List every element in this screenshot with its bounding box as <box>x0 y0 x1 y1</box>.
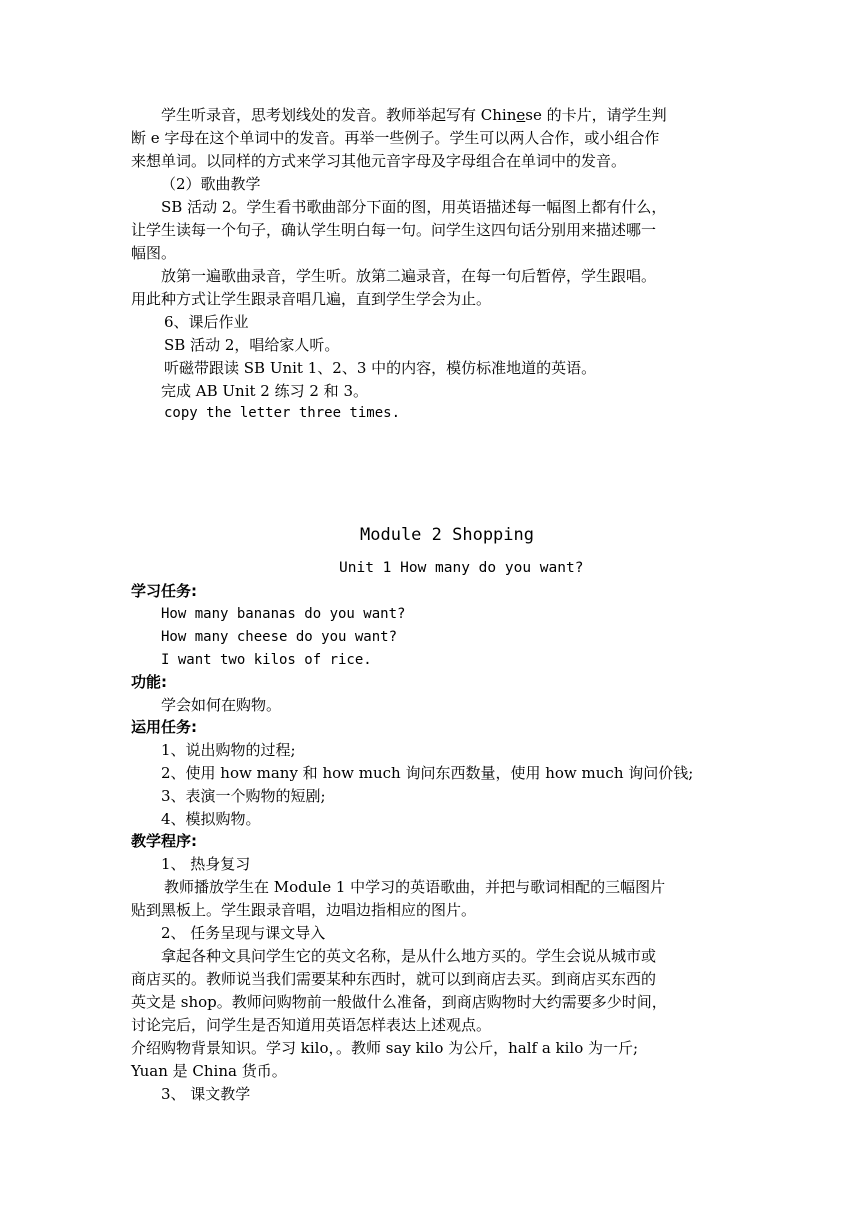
homework-item: SB 活动 2，唱给家人听。 <box>164 336 340 354</box>
paragraph-line: 断 e 字母在这个单词中的发音。再举一些例子。学生可以两人合作，或小组合作 <box>131 129 660 147</box>
step-heading: 1、 热身复习 <box>161 855 251 873</box>
apply-item: 1、说出购物的过程; <box>161 741 296 759</box>
paragraph-line: 幅图。 <box>131 244 177 262</box>
homework-item: copy the letter three times. <box>164 405 401 421</box>
function-text: 学会如何在购物。 <box>161 696 282 714</box>
function-label: 功能: <box>131 673 167 691</box>
homework-item: 听磁带跟读 SB Unit 1、2、3 中的内容，模仿标准地道的英语。 <box>164 359 597 377</box>
paragraph-line: SB 活动 2。学生看书歌曲部分下面的图，用英语描述每一幅图上都有什么， <box>161 198 667 216</box>
paragraph-line <box>161 105 667 125</box>
paragraph-line: 商店买的。教师说当我们需要某种东西时，就可以到商店去买。到商店买东西的 <box>131 970 657 988</box>
module-title: Module 2 Shopping <box>360 525 534 545</box>
paragraph-line: 英文是 shop。教师问购物前一般做什么准备，到商店购物时大约需要多少时间， <box>131 993 667 1011</box>
tasks-label: 学习任务: <box>131 582 197 600</box>
paragraph-line: 让学生读每一个句子，确认学生明白每一句。问学生这四句话分别用来描述哪一 <box>131 221 657 239</box>
paragraph-line: 来想单词。以同样的方式来学习其他元音字母及字母组合在单词中的发音。 <box>131 152 627 170</box>
paragraph-line: 介绍购物背景知识。学习 kilo，。教师 say kilo 为公斤，half a kilo 为一斤; <box>131 1039 639 1057</box>
apply-item: 4、模拟购物。 <box>161 810 261 828</box>
underlined-letter: e <box>516 106 526 124</box>
paragraph-line: 拿起各种文具问学生它的英文名称，是从什么地方买的。学生会说从城市或 <box>161 947 657 965</box>
unit-title: Unit 1 How many do you want? <box>339 560 584 576</box>
homework-item: 完成 AB Unit 2 练习 2 和 3。 <box>161 382 368 400</box>
paragraph-line: 放第一遍歌曲录音，学生听。放第二遍录音，在每一句后暂停，学生跟唱。 <box>161 267 657 285</box>
procedure-label: 教学程序: <box>131 832 197 850</box>
paragraph-line: 讨论完后，问学生是否知道用英语怎样表达上述观点。 <box>131 1016 492 1034</box>
task-item: How many bananas do you want? <box>161 606 406 622</box>
task-item: How many cheese do you want? <box>161 629 398 645</box>
step-heading: 2、 任务呈现与课文导入 <box>161 924 326 942</box>
apply-label: 运用任务: <box>131 718 197 736</box>
apply-item: 2、使用 how many 和 how much 询问东西数量，使用 how much 询问价钱; <box>161 764 694 782</box>
text-run: se 的卡片，请学生判 <box>525 106 667 124</box>
section-heading-homework: 6、课后作业 <box>164 313 249 331</box>
task-item: I want two kilos of rice. <box>161 652 372 668</box>
section-heading-song: （2）歌曲教学 <box>161 175 261 193</box>
step-heading: 3、 课文教学 <box>161 1085 251 1103</box>
apply-item: 3、表演一个购物的短剧; <box>161 787 326 805</box>
text-run: 学生听录音，思考划线处的发音。教师举起写有 Chin <box>161 106 517 124</box>
paragraph-line: 用此种方式让学生跟录音唱几遍，直到学生学会为止。 <box>131 290 492 308</box>
paragraph-line: 贴到黑板上。学生跟录音唱，边唱边指相应的图片。 <box>131 901 477 919</box>
paragraph-line: Yuan 是 China 货币。 <box>131 1062 287 1080</box>
paragraph-line: 教师播放学生在 Module 1 中学习的英语歌曲，并把与歌词相配的三幅图片 <box>164 878 666 896</box>
